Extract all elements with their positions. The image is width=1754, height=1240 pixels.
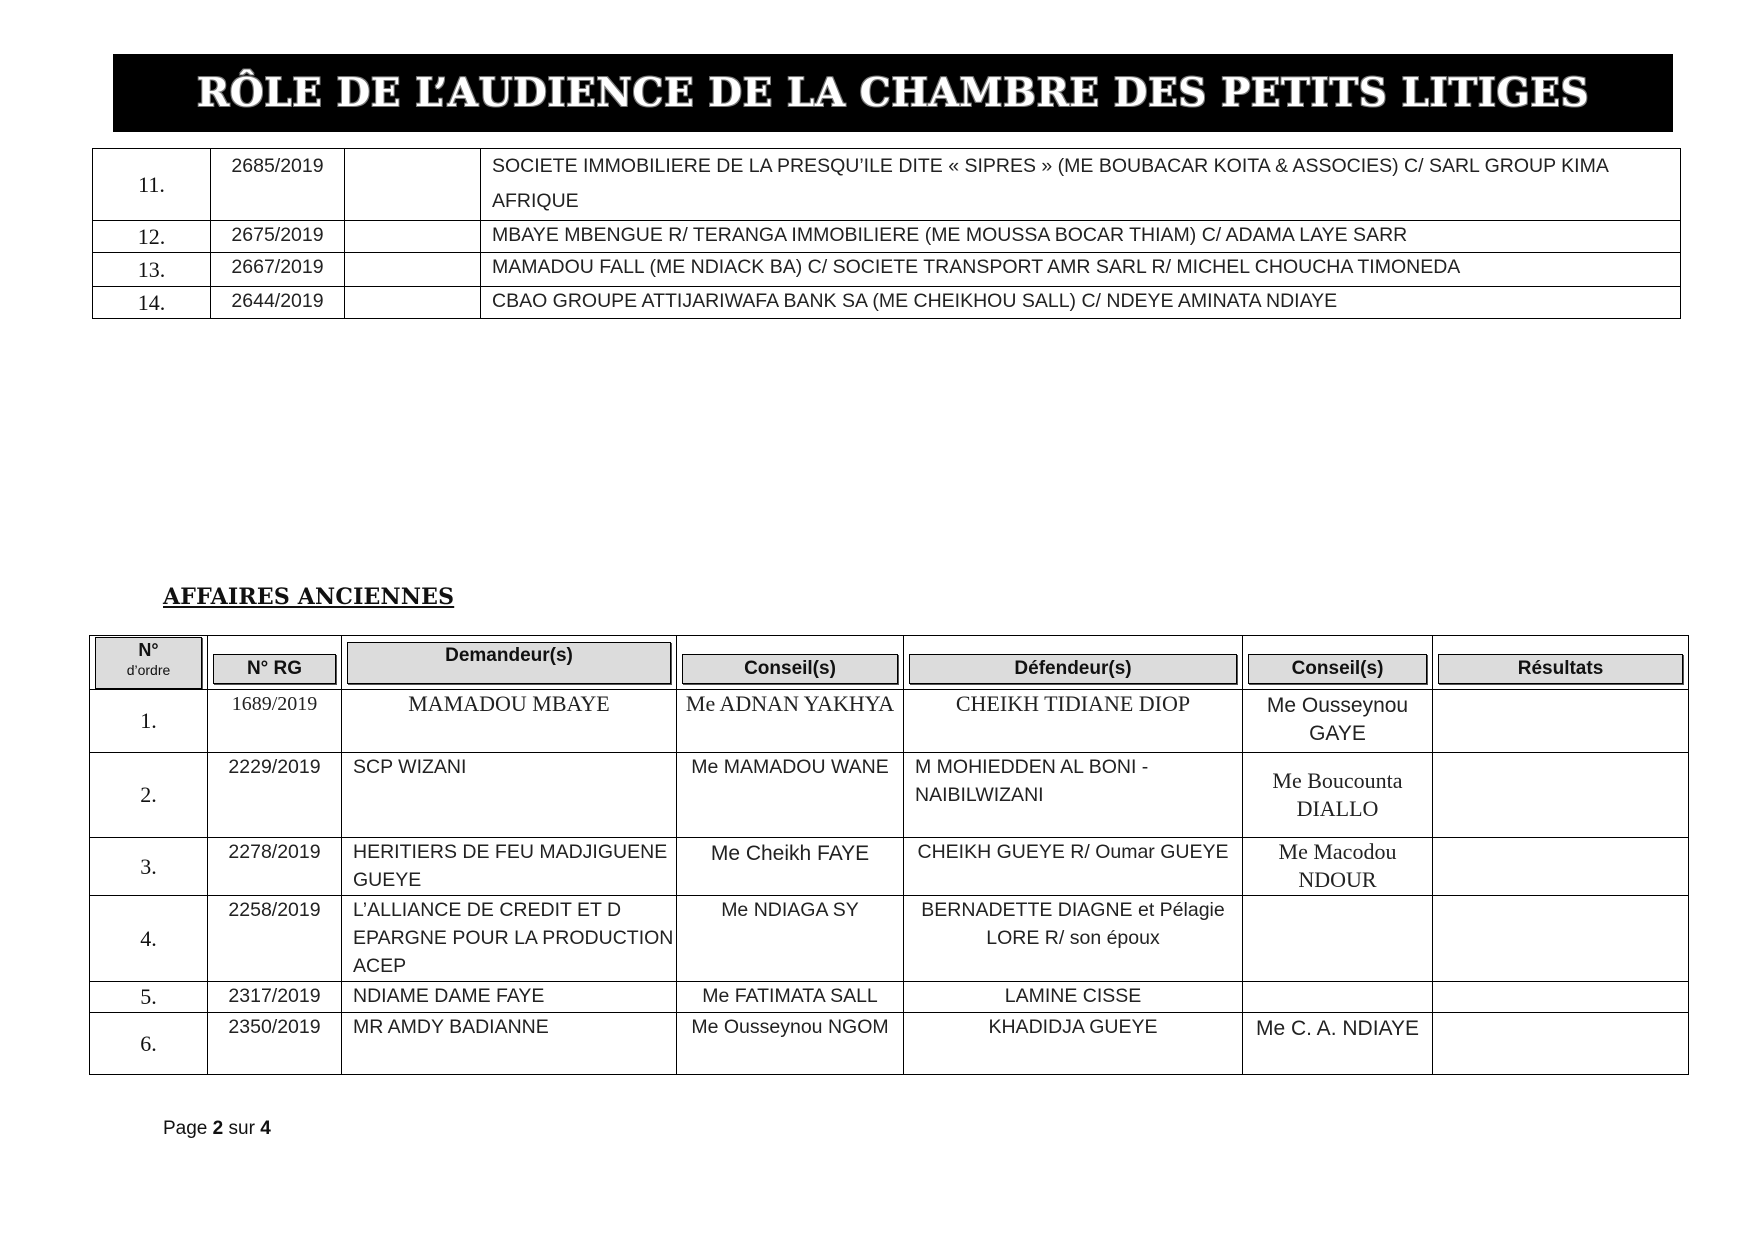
header-ordre-sublabel: d’ordre: [126, 661, 171, 678]
order-number: 11.: [93, 149, 211, 221]
header-resultats: [1433, 636, 1689, 690]
header-ordre-box: [95, 637, 202, 689]
table-row: [90, 1013, 1689, 1075]
defendeur-cell: CHEIKH GUEYE R/ Oumar GUEYE: [904, 838, 1243, 896]
header-resultats-box: Résultats: [1438, 654, 1683, 684]
table-row: [93, 149, 1681, 221]
demandeur-cell: MAMADOU MBAYE: [342, 690, 677, 753]
table-row: [90, 838, 1689, 896]
order-number: 12.: [93, 221, 211, 253]
conseil2-cell: [1243, 982, 1433, 1013]
rg-number: 2667/2019: [211, 253, 345, 287]
conseil1-cell: Me MAMADOU WANE: [677, 753, 904, 838]
footer-prefix: Page: [163, 1118, 213, 1139]
page-footer: [163, 1118, 271, 1140]
page-title: RÔLE DE L’AUDIENCE DE LA CHAMBRE DES PETITS LITIGES: [196, 70, 1590, 116]
empty-cell: [345, 221, 481, 253]
table-row: [93, 253, 1681, 287]
defendeur-cell: M MOHIEDDEN AL BONI - NAIBILWIZANI: [904, 753, 1243, 838]
conseil1-cell: Me Ousseynou NGOM: [677, 1013, 904, 1075]
defendeur-cell: KHADIDJA GUEYE: [904, 1013, 1243, 1075]
order-number: 1.: [90, 690, 208, 753]
order-number: 3.: [90, 838, 208, 896]
case-description: CBAO GROUPE ATTIJARIWAFA BANK SA (ME CHEIKHOU SALL) C/ NDEYE AMINATA NDIAYE: [481, 287, 1681, 319]
footer-current-page: 2: [212, 1118, 224, 1139]
header-defendeur: [904, 636, 1243, 690]
defendeur-cell: BERNADETTE DIAGNE et Pélagie LORE R/ son époux: [904, 896, 1243, 982]
rg-number: 2685/2019: [211, 149, 345, 221]
resultats-cell: [1433, 690, 1689, 753]
header-conseil1: [677, 636, 904, 690]
order-number: 13.: [93, 253, 211, 287]
demandeur-cell: L’ALLIANCE DE CREDIT ET D EPARGNE POUR LA PRODUCTION ACEP: [342, 896, 677, 982]
table-row: [93, 221, 1681, 253]
header-conseil2: [1243, 636, 1433, 690]
header-demandeur: [342, 636, 677, 690]
section-title: AFFAIRES ANCIENNES: [163, 584, 455, 610]
rg-number: 2317/2019: [208, 982, 342, 1013]
header-conseil2-box: Conseil(s): [1248, 654, 1427, 684]
defendeur-cell: LAMINE CISSE: [904, 982, 1243, 1013]
header-row: [90, 636, 1689, 690]
empty-cell: [345, 287, 481, 319]
conseil2-cell: Me C. A. NDIAYE: [1243, 1013, 1433, 1075]
resultats-cell: [1433, 1013, 1689, 1075]
conseil2-cell: Me Macodou NDOUR: [1243, 838, 1433, 896]
rg-number: 2229/2019: [208, 753, 342, 838]
conseil1-cell: Me NDIAGA SY: [677, 896, 904, 982]
header-defendeur-box: Défendeur(s): [909, 654, 1237, 684]
rg-number: 2258/2019: [208, 896, 342, 982]
header-rg-box: N° RG: [213, 654, 336, 684]
empty-cell: [345, 149, 481, 221]
rg-number: 1689/2019: [208, 690, 342, 753]
demandeur-cell: MR AMDY BADIANNE: [342, 1013, 677, 1075]
conseil1-cell: Me ADNAN YAKHYA: [677, 690, 904, 753]
demandeur-cell: HERITIERS DE FEU MADJIGUENE GUEYE: [342, 838, 677, 896]
rg-number: 2644/2019: [211, 287, 345, 319]
case-description: MBAYE MBENGUE R/ TERANGA IMMOBILIERE (ME MOUSSA BOCAR THIAM) C/ ADAMA LAYE SARR: [481, 221, 1681, 253]
conseil2-cell: Me Ousseynou GAYE: [1243, 690, 1433, 753]
order-number: 2.: [90, 753, 208, 838]
rg-number: 2675/2019: [211, 221, 345, 253]
header-ordre-label: N°: [138, 639, 159, 660]
conseil1-cell: Me FATIMATA SALL: [677, 982, 904, 1013]
resultats-cell: [1433, 896, 1689, 982]
demandeur-cell: NDIAME DAME FAYE: [342, 982, 677, 1013]
old-cases-table: [89, 635, 1689, 1075]
conseil1-cell: Me Cheikh FAYE: [677, 838, 904, 896]
empty-cell: [345, 253, 481, 287]
header-ordre: [90, 636, 208, 690]
demandeur-cell: SCP WIZANI: [342, 753, 677, 838]
order-number: 4.: [90, 896, 208, 982]
top-cases-table: [92, 148, 1681, 319]
order-number: 5.: [90, 982, 208, 1013]
conseil2-cell: Me Boucounta DIALLO: [1243, 753, 1433, 838]
table-row: [93, 287, 1681, 319]
defendeur-cell: CHEIKH TIDIANE DIOP: [904, 690, 1243, 753]
header-banner: [113, 54, 1673, 132]
header-demandeur-box: Demandeur(s): [347, 642, 671, 684]
case-description: MAMADOU FALL (ME NDIACK BA) C/ SOCIETE TRANSPORT AMR SARL R/ MICHEL CHOUCHA TIMONEDA: [481, 253, 1681, 287]
resultats-cell: [1433, 982, 1689, 1013]
table-row: [90, 690, 1689, 753]
conseil2-cell: [1243, 896, 1433, 982]
resultats-cell: [1433, 753, 1689, 838]
footer-middle: sur: [223, 1118, 261, 1139]
rg-number: 2350/2019: [208, 1013, 342, 1075]
footer-total-pages: 4: [260, 1118, 271, 1139]
case-description: SOCIETE IMMOBILIERE DE LA PRESQU’ILE DITE « SIPRES » (ME BOUBACAR KOITA & ASSOCIES) C/ SARL GROUP KIMA AFRIQUE: [481, 149, 1681, 221]
header-rg: [208, 636, 342, 690]
header-conseil1-box: Conseil(s): [682, 654, 898, 684]
order-number: 6.: [90, 1013, 208, 1075]
order-number: 14.: [93, 287, 211, 319]
table-row: [90, 896, 1689, 982]
resultats-cell: [1433, 838, 1689, 896]
table-row: [90, 982, 1689, 1013]
rg-number: 2278/2019: [208, 838, 342, 896]
table-row: [90, 753, 1689, 838]
